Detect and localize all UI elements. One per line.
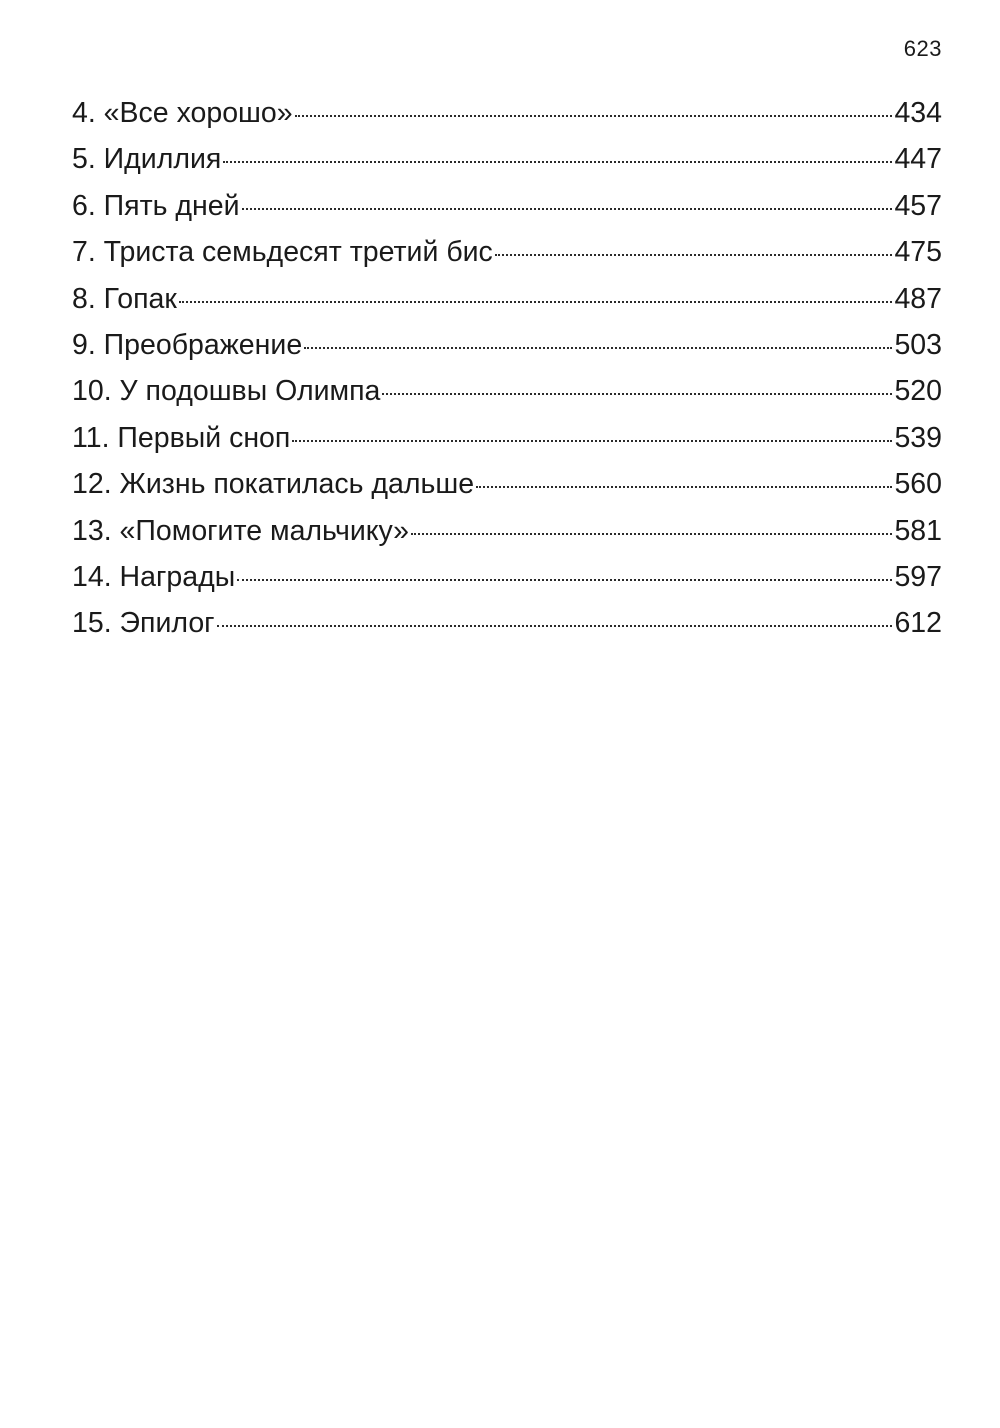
toc-entry-page: 597 (894, 560, 942, 593)
toc-entry-title: 8. Гопак (72, 282, 177, 315)
toc-entry-page: 457 (894, 189, 942, 222)
dot-leader (223, 161, 892, 163)
dot-leader (382, 393, 892, 395)
toc-entry (72, 229, 942, 275)
toc-entry-title: 12. Жизнь покатилась дальше (72, 468, 475, 501)
dot-leader (237, 579, 892, 581)
toc-entry (72, 461, 942, 507)
dot-leader (476, 486, 892, 488)
toc-entry-title: 6. Пять дней (72, 189, 240, 222)
toc-entry-title: 7. Триста семьдесят третий бис (72, 236, 493, 269)
dot-leader (292, 440, 892, 442)
toc-entry-page: 581 (894, 514, 942, 547)
dot-leader (304, 347, 892, 349)
toc-entry-page: 447 (894, 143, 942, 176)
toc-entry-title: 14. Награды (72, 560, 236, 593)
toc-entry-page: 539 (894, 421, 942, 454)
dot-leader (242, 208, 893, 210)
toc-entry (72, 322, 942, 368)
toc-entry-page: 560 (894, 468, 942, 501)
toc-entry-title: 9. Преображение (72, 328, 303, 361)
toc-entry-title: 4. «Все хорошо» (72, 97, 293, 129)
toc-entry (72, 508, 942, 554)
toc-entry-page: 520 (894, 375, 942, 408)
table-of-contents (72, 90, 942, 647)
toc-entry (72, 136, 942, 182)
dot-leader (295, 115, 893, 117)
dot-leader (411, 533, 892, 535)
toc-entry (72, 368, 942, 414)
toc-entry-title: 15. Эпилог (72, 607, 215, 640)
dot-leader (179, 301, 893, 303)
toc-entry-page: 487 (894, 282, 942, 315)
dot-leader (495, 254, 893, 256)
toc-entry (72, 276, 942, 322)
dot-leader (217, 625, 893, 627)
toc-entry-page: 612 (894, 607, 942, 640)
toc-entry (72, 90, 942, 136)
toc-entry-title: 5. Идиллия (72, 143, 222, 176)
toc-entry (72, 600, 942, 646)
toc-entry (72, 183, 942, 229)
toc-entry-title: 10. У подошвы Олимпа (72, 375, 381, 408)
toc-entry-title: 13. «Помогите мальчику» (72, 514, 409, 547)
page-number: 623 (903, 36, 942, 61)
toc-entry-title: 11. Первый сноп (72, 421, 291, 454)
toc-entry (72, 554, 942, 600)
toc-entry (72, 415, 942, 461)
toc-entry-page: 503 (894, 328, 942, 361)
toc-entry-page: 434 (894, 97, 942, 129)
toc-entry-page: 475 (894, 236, 942, 269)
